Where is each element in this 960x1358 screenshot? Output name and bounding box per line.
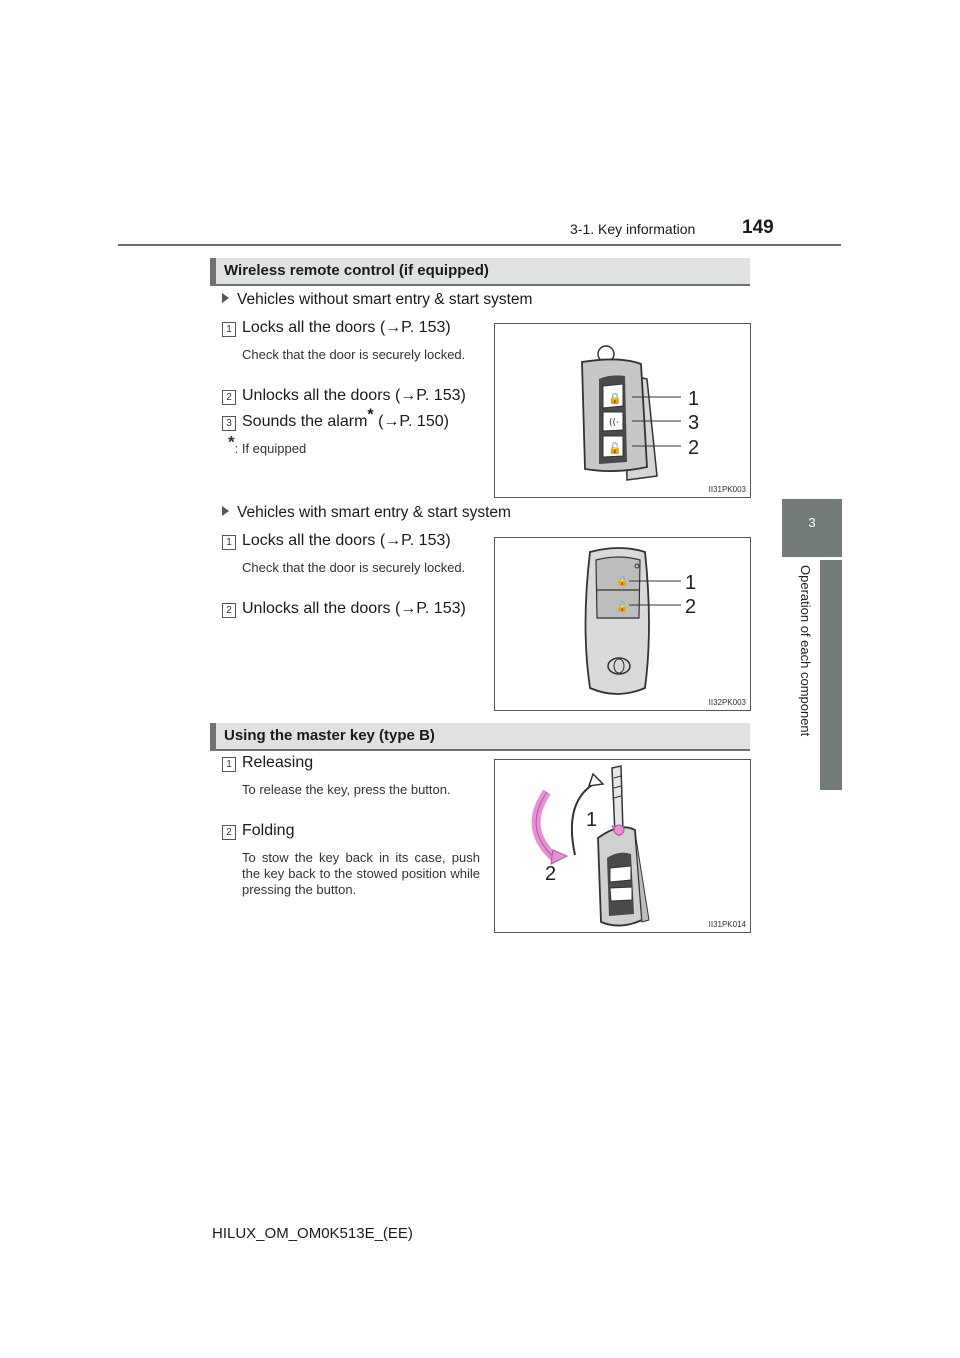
callout-1: 1 — [586, 809, 598, 831]
item-number: 2 — [222, 390, 236, 405]
section-heading-wireless-remote: Wireless remote control (if equipped) — [210, 258, 750, 286]
item-unlock-doors: Unlocks all the doors (→P. 153) — [242, 387, 466, 404]
callout-2: 2 — [688, 437, 700, 459]
callout-2: 2 — [545, 863, 557, 885]
item-lock-note: Check that the door is securely locked. — [242, 347, 466, 362]
item-unlock-doors: Unlocks all the doors (→P. 153) — [242, 600, 466, 617]
svg-text:🔓: 🔓 — [616, 602, 629, 613]
page-number: 149 — [742, 217, 774, 238]
callout-1: 1 — [685, 572, 697, 594]
section-heading-master-key: Using the master key (type B) — [210, 723, 750, 751]
figure-code: II31PK014 — [708, 920, 746, 929]
svg-text:🔒: 🔒 — [616, 576, 629, 587]
header-rule — [118, 244, 841, 246]
callout-1: 1 — [688, 388, 700, 410]
svg-text:🔒: 🔒 — [608, 392, 622, 405]
item-number: 1 — [222, 322, 236, 337]
item-number: 2 — [222, 603, 236, 618]
item-number: 2 — [222, 825, 236, 840]
figure-smart-key-remote — [494, 537, 751, 711]
footnote-if-equipped: *: If equipped — [228, 432, 307, 456]
chapter-bar — [820, 560, 842, 790]
chapter-number: 3 — [808, 515, 816, 530]
item-releasing: Releasing — [242, 754, 314, 771]
item-folding-note: To stow the key back in its case, push the key back to the stowed position while pressing the button. — [242, 850, 480, 897]
item-sound-alarm: Sounds the alarm* (→P. 150) — [242, 406, 449, 430]
item-releasing-note: To release the key, press the button. — [242, 782, 451, 797]
item-folding: Folding — [242, 822, 295, 839]
item-number: 3 — [222, 416, 236, 431]
figure-code: II31PK003 — [708, 485, 746, 494]
item-lock-doors: Locks all the doors (→P. 153) — [242, 319, 451, 336]
callout-2: 2 — [685, 596, 697, 618]
subsection-heading-without-smart-entry: Vehicles without smart entry & start system — [222, 291, 532, 309]
figure-master-key-folding — [494, 759, 751, 933]
item-number: 1 — [222, 757, 236, 772]
document-footer: HILUX_OM_OM0K513E_(EE) — [212, 1225, 413, 1242]
chapter-label: Operation of each component — [798, 565, 813, 737]
item-lock-doors: Locks all the doors (→P. 153) — [242, 532, 451, 549]
section-title: 3-1. Key information — [570, 221, 696, 237]
figure-code: II32PK003 — [708, 698, 746, 707]
svg-text:((·: ((· — [609, 418, 619, 428]
triangle-bullet-icon — [222, 506, 229, 516]
callout-3: 3 — [688, 412, 700, 434]
item-number: 1 — [222, 535, 236, 550]
triangle-bullet-icon — [222, 293, 229, 303]
item-lock-note: Check that the door is securely locked. — [242, 560, 466, 575]
figure-flip-key-remote — [494, 323, 751, 498]
svg-text:🔓: 🔓 — [608, 442, 622, 455]
subsection-heading-with-smart-entry: Vehicles with smart entry & start system — [222, 504, 511, 522]
